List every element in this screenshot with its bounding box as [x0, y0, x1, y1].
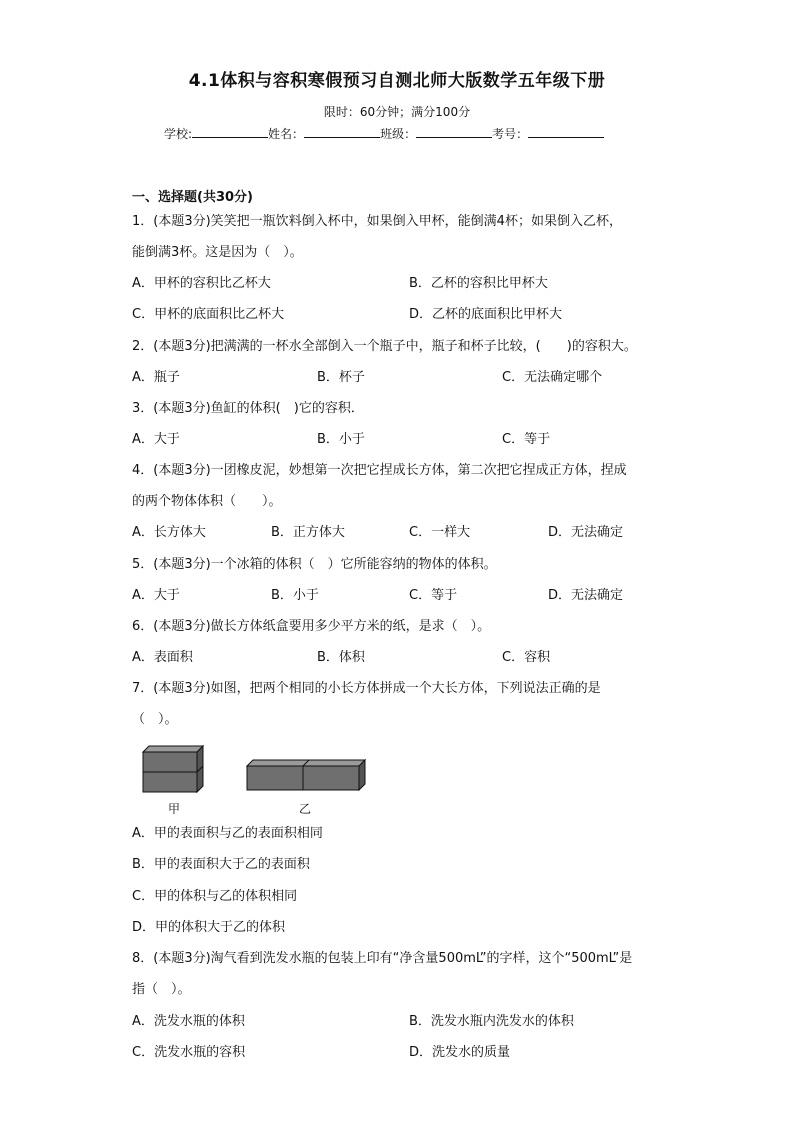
- q7-option-d[interactable]: D．甲的体积大于乙的体积: [132, 920, 286, 935]
- question-8-text-cont: 指（ ）。: [132, 982, 191, 997]
- box-top-face: [143, 746, 203, 752]
- q7-option-a[interactable]: A．甲的表面积与乙的表面积相同: [132, 826, 323, 841]
- q6-option-a[interactable]: A．表面积: [132, 650, 193, 665]
- q2-option-a[interactable]: A．瓶子: [132, 370, 180, 385]
- q4-option-c[interactable]: C．一样大: [409, 525, 471, 540]
- q1-option-b[interactable]: B．乙杯的容积比甲杯大: [409, 276, 548, 291]
- question-6-text: 6．(本题3分)做长方体纸盒要用多少平方米的纸，是求（ ）。: [132, 619, 491, 634]
- question-5-text: 5．(本题3分)一个冰箱的体积（ ）它所能容纳的物体的体积。: [132, 557, 497, 572]
- box-lower-front: [143, 772, 197, 792]
- exam-no-label: 考号：: [492, 127, 529, 141]
- question-4-text-cont: 的两个物体体积（ ）。: [132, 494, 282, 509]
- question-1-text: 1．(本题3分)笑笑把一瓶饮料倒入杯中，如果倒入甲杯，能倒满4杯；如果倒入乙杯，: [132, 214, 622, 229]
- q2-option-c[interactable]: C．无法确定哪个: [502, 370, 603, 385]
- q7-option-c[interactable]: C．甲的体积与乙的体积相同: [132, 889, 298, 904]
- q1-option-d[interactable]: D．乙杯的底面积比甲杯大: [409, 307, 563, 322]
- q4-option-b[interactable]: B．正方体大: [271, 525, 345, 540]
- q8-option-b[interactable]: B．洗发水瓶内洗发水的体积: [409, 1014, 574, 1029]
- exam-no-blank[interactable]: [528, 124, 604, 138]
- q8-option-a[interactable]: A．洗发水瓶的体积: [132, 1014, 245, 1029]
- q3-option-c[interactable]: C．等于: [502, 432, 551, 447]
- box-side-face: [359, 760, 365, 790]
- class-blank[interactable]: [416, 124, 492, 138]
- q6-option-c[interactable]: C．容积: [502, 650, 551, 665]
- question-7-text-cont: （ ）。: [132, 712, 178, 727]
- class-label: 班级：: [380, 127, 417, 141]
- question-3-text: 3．(本题3分)鱼缸的体积( )它的容积．: [132, 401, 364, 416]
- box-upper-front: [143, 752, 197, 772]
- question-2-text: 2．(本题3分)把满满的一杯水全部倒入一个瓶子中，瓶子和杯子比较，( )的容积大。: [132, 339, 637, 354]
- name-blank[interactable]: [304, 124, 380, 138]
- q3-option-a[interactable]: A．大于: [132, 432, 180, 447]
- page-title: 4.1体积与容积寒假预习自测北师大版数学五年级下册: [188, 71, 606, 91]
- q5-option-b[interactable]: B．小于: [271, 588, 319, 603]
- q4-option-a[interactable]: A．长方体大: [132, 525, 206, 540]
- q5-option-d[interactable]: D．无法确定: [548, 588, 624, 603]
- question-1-text-cont: 能倒满3杯。这是因为（ ）。: [132, 245, 303, 260]
- school-label: 学校:: [164, 127, 193, 141]
- question-4-text: 4．(本题3分)一团橡皮泥，妙想第一次把它捏成长方体，第二次把它捏成正方体，捏成: [132, 463, 627, 478]
- q1-option-c[interactable]: C．甲杯的底面积比乙杯大: [132, 307, 285, 322]
- student-info-line: [164, 124, 604, 142]
- q4-option-d[interactable]: D．无法确定: [548, 525, 624, 540]
- figure-label-yi: 乙: [299, 802, 312, 816]
- figure-label-jia: 甲: [168, 802, 181, 816]
- box-right-front: [303, 766, 359, 790]
- figure-yi-side-by-side-boxes: [243, 756, 369, 794]
- q1-option-a[interactable]: A．甲杯的容积比乙杯大: [132, 276, 271, 291]
- name-label: 姓名：: [268, 127, 305, 141]
- box-left-front: [247, 766, 303, 790]
- section-heading: 一、选择题(共30分): [132, 190, 253, 205]
- q5-option-a[interactable]: A．大于: [132, 588, 180, 603]
- q8-option-d[interactable]: D．洗发水的质量: [409, 1045, 511, 1060]
- school-blank[interactable]: [192, 124, 268, 138]
- question-7-text: 7．(本题3分)如图，把两个相同的小长方体拼成一个大长方体，下列说法正确的是: [132, 681, 601, 696]
- q3-option-b[interactable]: B．小于: [317, 432, 365, 447]
- figure-jia-stacked-boxes: [138, 744, 210, 794]
- question-8-text: 8．(本题3分)淘气看到洗发水瓶的包装上印有“净含量500mL”的字样，这个“500mL”是: [132, 951, 633, 966]
- q7-option-b[interactable]: B．甲的表面积大于乙的表面积: [132, 857, 310, 872]
- q8-option-c[interactable]: C．洗发水瓶的容积: [132, 1045, 246, 1060]
- q2-option-b[interactable]: B．杯子: [317, 370, 365, 385]
- time-limit-info: 限时：60分钟；满分100分: [323, 105, 471, 119]
- q6-option-b[interactable]: B．体积: [317, 650, 365, 665]
- q5-option-c[interactable]: C．等于: [409, 588, 458, 603]
